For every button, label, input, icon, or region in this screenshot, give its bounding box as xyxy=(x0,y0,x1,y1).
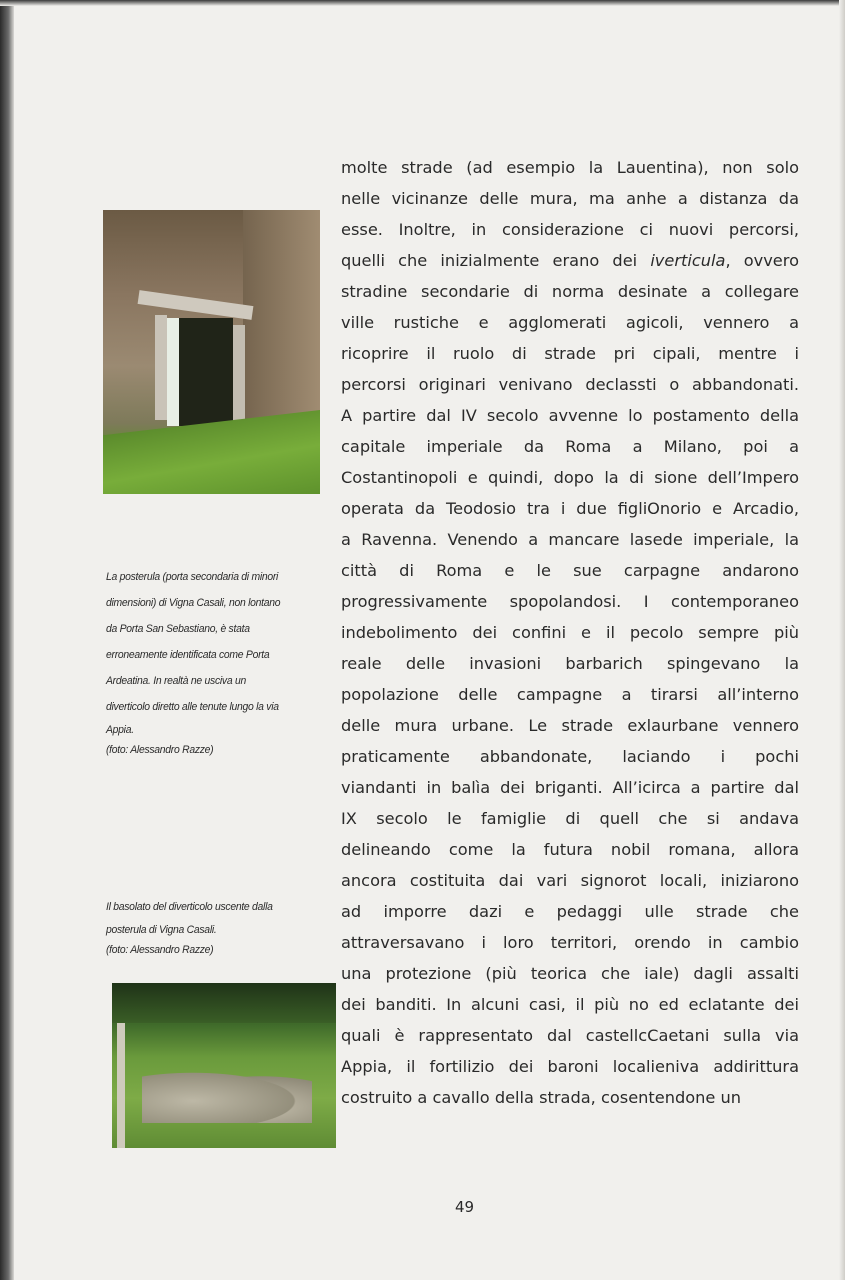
text-line: viandanti in balìa dei briganti. All’icirca a partire dal xyxy=(341,778,799,797)
caption-line: Appia. xyxy=(106,724,134,736)
text-line: delineando come la futura nobil romana, allora xyxy=(341,840,799,859)
text-line: attraversavano i loro territori, orendo in cambio xyxy=(341,933,799,952)
photo-trees xyxy=(112,983,336,1023)
text-line: Costantinopoli e quindi, dopo la di sione dell’Impero xyxy=(341,468,799,487)
caption-credit: (foto: Alessandro Razze) xyxy=(106,944,214,956)
text-line: una protezione (più teorica che iale) dagli assalti xyxy=(341,964,799,983)
photo-paving-stones xyxy=(142,1068,312,1123)
text-line xyxy=(341,245,799,276)
text-line: popolazione delle campagne a tirarsi all’interno xyxy=(341,685,799,704)
text-segment: quelli che inizialmente erano dei xyxy=(341,251,651,270)
caption-line: da Porta San Sebastiano, è stata xyxy=(106,623,250,635)
photo-doorway xyxy=(167,318,233,426)
text-line: stradine secondarie di norma desinate a collegare xyxy=(341,282,799,301)
photo-grass xyxy=(103,410,320,494)
text-line: delle mura urbane. Le strade exlaurbane vennero xyxy=(341,716,799,735)
caption-photo-1 xyxy=(106,564,313,760)
photo-wall xyxy=(243,210,320,420)
body-text xyxy=(341,152,799,1113)
caption-line: diverticolo diretto alle tenute lungo la via xyxy=(106,701,279,713)
page-right-edge xyxy=(839,0,845,1280)
caption-line: posterula di Vigna Casali. xyxy=(106,924,217,936)
text-line: esse. Inoltre, in considerazione ci nuovi percorsi, xyxy=(341,220,799,239)
text-line: molte strade (ad esempio la Lauentina), non solo xyxy=(341,158,799,177)
text-line: reale delle invasioni barbarich spingevano la xyxy=(341,654,799,673)
photo-basolato-diverticolo xyxy=(112,983,336,1148)
caption-photo-2 xyxy=(106,894,313,960)
text-line: dei banditi. In alcuni casi, il più no ed eclatante dei xyxy=(341,995,799,1014)
text-segment: , ovvero xyxy=(725,251,799,270)
text-line: ricoprire il ruolo di strade pri cipali, mentre i xyxy=(341,344,799,363)
text-line: quali è rappresentato dal castellcCaetani sulla via xyxy=(341,1026,799,1045)
photo-jamb-right xyxy=(233,325,245,425)
text-line: A partire dal IV secolo avvenne lo postamento della xyxy=(341,406,799,425)
text-line: città di Roma e le sue carpagne andarono xyxy=(341,561,799,580)
text-line: operata da Teodosio tra i due figliOnorio e Arcadio, xyxy=(341,499,799,518)
text-line: a Ravenna. Venendo a mancare lasede imperiale, la xyxy=(341,530,799,549)
caption-line: La posterula (porta secondaria di minori xyxy=(106,571,279,583)
caption-line: Il basolato del diverticolo uscente dalla xyxy=(106,901,273,913)
photo-jamb-left xyxy=(155,315,167,420)
text-line: Appia, il fortilizio dei baroni localieniva addirittura xyxy=(341,1057,799,1076)
caption-line: erroneamente identificata come Porta xyxy=(106,649,270,661)
text-line: progressivamente spopolandosi. I contemporaneo xyxy=(341,592,799,611)
page-number: 49 xyxy=(455,1198,475,1216)
photo-posterula-vigna-casali xyxy=(103,210,320,494)
photo-kerb xyxy=(117,1023,125,1148)
text-line: IX secolo le famiglie di quell che si andava xyxy=(341,809,799,828)
text-line: ancora costituita dai vari signorot locali, iniziarono xyxy=(341,871,799,890)
book-spine xyxy=(0,0,14,1280)
text-line: percorsi originari venivano declassti o abbandonati. xyxy=(341,375,799,394)
caption-line: Ardeatina. In realtà ne usciva un xyxy=(106,675,246,687)
text-line: indebolimento dei confini e il pecolo sempre più xyxy=(341,623,799,642)
text-line: praticamente abbandonate, laciando i pochi xyxy=(341,747,799,766)
text-line: nelle vicinanze delle mura, ma anhe a distanza da xyxy=(341,189,799,208)
text-line: ad imporre dazi e pedaggi ulle strade che xyxy=(341,902,799,921)
text-line: costruito a cavallo della strada, cosentendone un xyxy=(341,1088,742,1107)
caption-line: dimensioni) di Vigna Casali, non lontano xyxy=(106,597,281,609)
text-line: capitale imperiale da Roma a Milano, poi a xyxy=(341,437,799,456)
page-top-edge xyxy=(0,0,845,6)
italic-term: iverticula xyxy=(650,251,726,270)
caption-credit: (foto: Alessandro Razze) xyxy=(106,744,214,756)
text-line: ville rustiche e agglomerati agicoli, vennero a xyxy=(341,313,799,332)
